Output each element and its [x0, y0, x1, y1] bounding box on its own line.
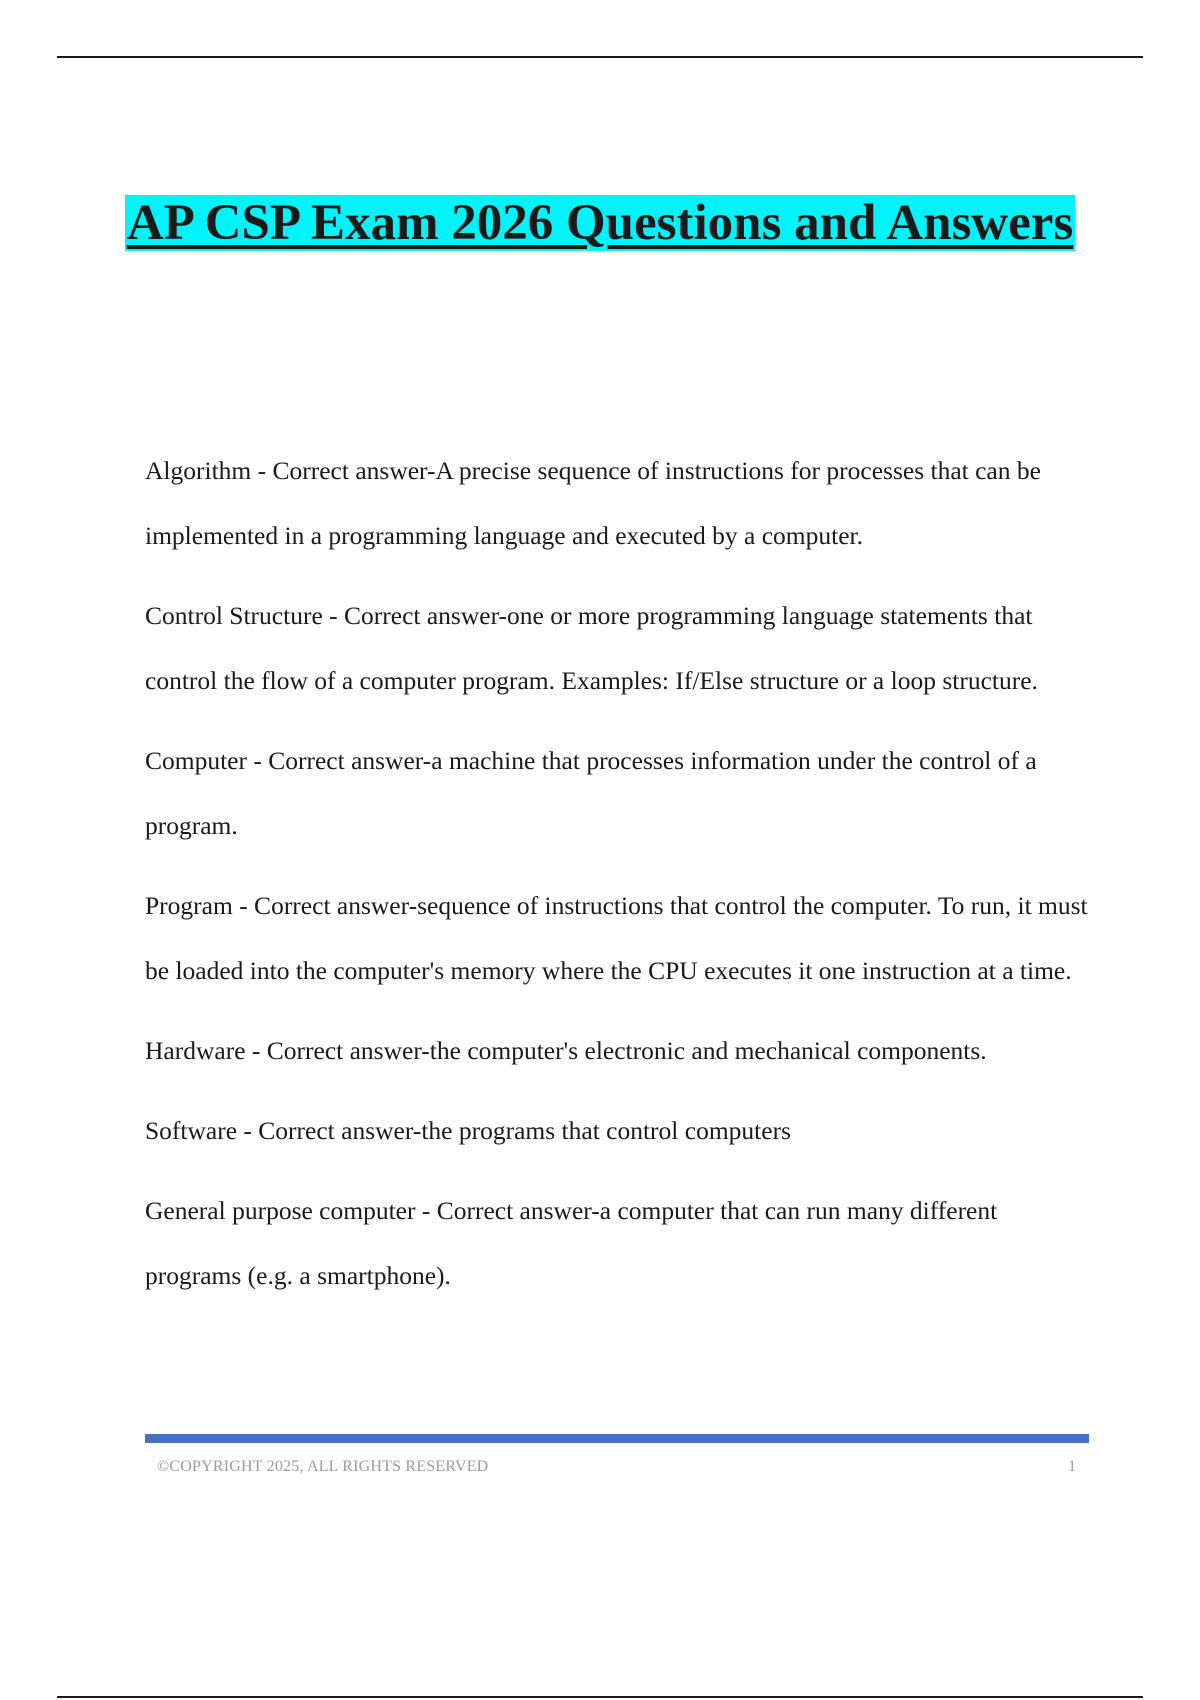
qa-entry-computer: Computer - Correct answer-a machine that processes information under the control of a program. [145, 746, 1037, 840]
page-title-text: AP CSP Exam 2026 Questions and Answers [126, 195, 1074, 251]
qa-entry-algorithm: Algorithm - Correct answer-A precise sequence of instructions for processes that can be implemented in a programming language and executed by a computer. [145, 456, 1041, 550]
bottom-rule [57, 1696, 1143, 1698]
qa-entry-general-purpose-computer: General purpose computer - Correct answer-a computer that can run many different programs (e.g. a smartphone). [145, 1196, 998, 1290]
footer-bar [145, 1434, 1089, 1443]
top-rule [57, 56, 1143, 58]
qa-list [145, 438, 1090, 1323]
footer-copyright: ©COPYRIGHT 2025, ALL RIGHTS RESERVED [157, 1458, 489, 1475]
qa-entry-program: Program - Correct answer-sequence of instructions that control the computer. To run, it must be loaded into the computer's memory where the CPU executes it one instruction at a time. [145, 891, 1088, 985]
page-title [0, 178, 1200, 268]
qa-entry-software: Software - Correct answer-the programs that control computers [145, 1116, 791, 1145]
qa-entry-hardware: Hardware - Correct answer-the computer's electronic and mechanical components. [145, 1036, 987, 1065]
page-number: 1 [1068, 1458, 1076, 1475]
qa-entry-control-structure: Control Structure - Correct answer-one or more programming language statements that control the flow of a computer program. Examples: If/Else structure or a loop structure. [145, 601, 1038, 695]
